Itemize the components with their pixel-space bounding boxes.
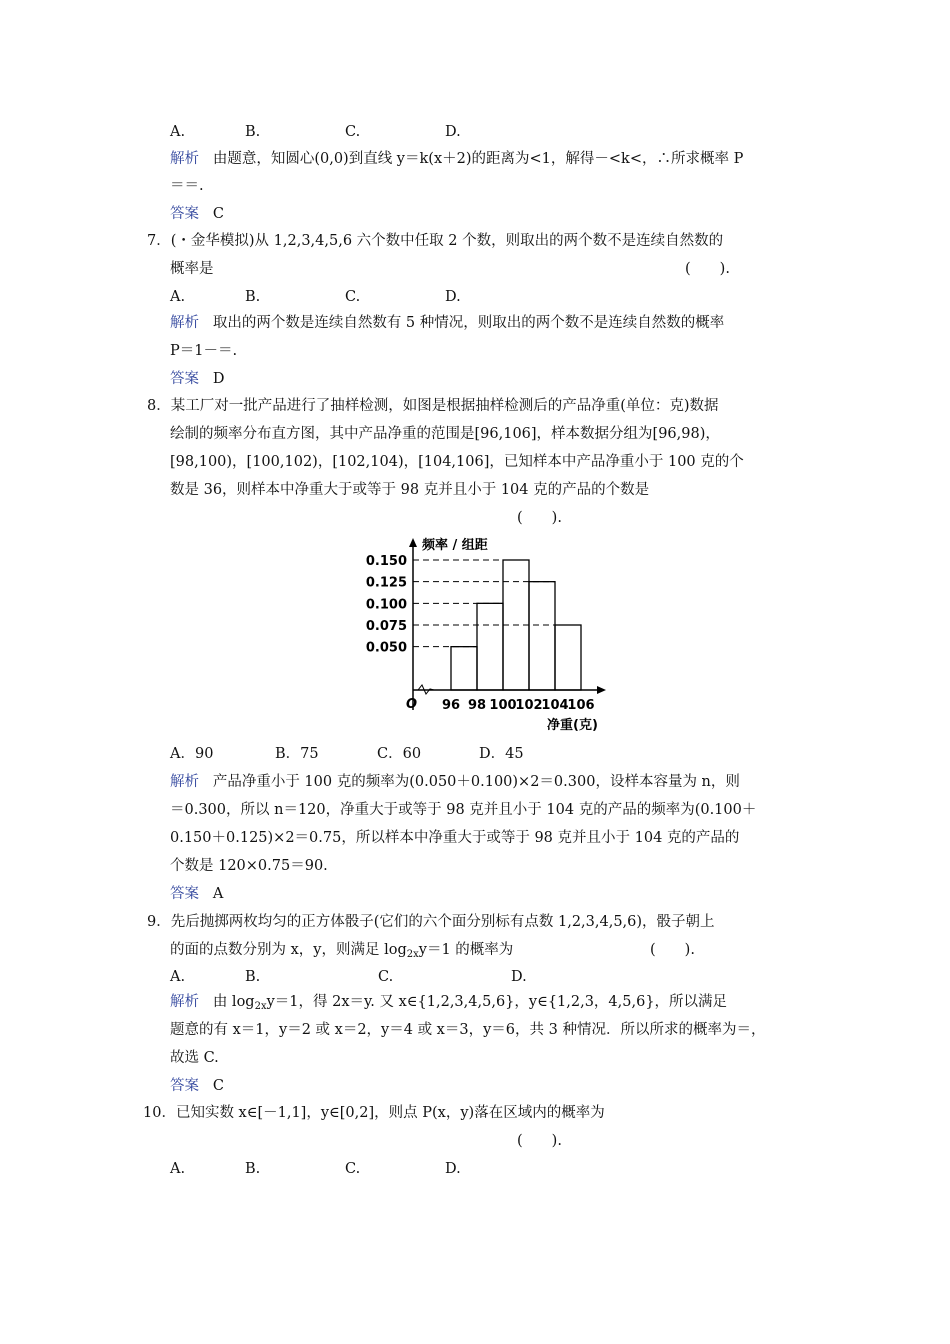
- q9-stem-2b: y＝1 的概率为: [418, 942, 514, 958]
- q8-jiexi-line-4: 个数是 120×0.75＝90.: [170, 858, 328, 874]
- q8-option-a: A．90: [170, 746, 214, 762]
- x-tick-label-5: 106: [567, 698, 595, 713]
- y-tick-labels: [366, 554, 407, 656]
- q8-jiexi-line-2: ＝0.300，所以 n＝120，净重大于或等于 98 克并且小于 104 克的产品的频率为(0.100＋: [170, 802, 757, 818]
- q10-stem-line-1: 10．已知实数 x∈[－1,1]，y∈[0,2]，则点 P(x，y)落在区域内的概率为: [143, 1105, 605, 1121]
- y-axis-arrow: [409, 538, 417, 547]
- bar-104-106: [555, 625, 581, 690]
- q8-answer: [170, 884, 223, 904]
- q6-option-c: C.: [345, 124, 361, 140]
- q9-answer: [170, 1076, 224, 1096]
- q9-stem-line-1: 9．先后抛掷两枚均匀的正方体骰子(它们的六个面分别标有点数 1,2,3,4,5,6)，骰子朝上: [147, 914, 715, 930]
- q9-jiexi-1-sub: 2x: [254, 1001, 267, 1012]
- x-tick-label-3: 102: [515, 698, 543, 713]
- y-axis-label: 频率 / 组距: [422, 538, 488, 553]
- q6-answer-label: 答案: [170, 206, 199, 222]
- q8-stem-line-3: [98,100)，[100,102)，[102,104)，[104,106]，已知样本中产品净重小于 100 克的个: [170, 454, 744, 470]
- q7-answer-value: D: [212, 371, 225, 387]
- q9-option-b: B.: [245, 969, 261, 985]
- q6-jiexi-text-1: 由题意，知圆心(0,0)到直线 y＝k(x＋2)的距离为<1，解得－<k<，∴所求概率 P: [212, 151, 744, 167]
- q8-answer-value: A: [212, 886, 224, 902]
- q9-paren: ( ).: [650, 942, 695, 958]
- q8-option-b: B．75: [275, 746, 319, 762]
- x-tick-label-1: 98: [467, 698, 487, 713]
- y-tick-label-1: 0.125: [365, 575, 407, 591]
- q8-jiexi-line-3: 0.150＋0.125)×2＝0.75，所以样本中净重大于或等于 98 克并且小于 104 克的产品的: [170, 830, 740, 846]
- q8-stem-line-4: 数是 36，则样本中净重大于或等于 98 克并且小于 104 克的产品的个数是: [170, 482, 650, 498]
- q8-stem-line-1: 8．某工厂对一批产品进行了抽样检测，如图是根据抽样检测后的产品净重(单位：克)数据: [147, 398, 719, 414]
- q7-jiexi-line-2: P＝1－＝.: [170, 343, 238, 359]
- q9-jiexi-line-1: [170, 992, 727, 1017]
- x-tick-label-2: 100: [489, 698, 517, 713]
- q7-option-c: C.: [345, 289, 361, 305]
- q10-paren: ( ).: [517, 1133, 562, 1149]
- q6-option-b: B.: [245, 124, 261, 140]
- q6-option-d: D.: [445, 124, 461, 140]
- q7-stem-line-2: 概率是: [170, 261, 214, 277]
- q7-jiexi-line-1: [170, 313, 724, 333]
- q8-answer-label: 答案: [170, 886, 199, 902]
- q8-jiexi-line-1: [170, 772, 740, 792]
- q7-paren: ( ).: [685, 261, 730, 277]
- y-tick-label-3: 0.075: [365, 619, 407, 634]
- q7-option-b: B.: [245, 289, 261, 305]
- q7-stem-line-1: 7．(・金华模拟)从 1,2,3,4,5,6 六个数中任取 2 个数，则取出的两个数不是连续自然数的: [147, 233, 724, 249]
- q9-jiexi-line-2: 题意的有 x＝1，y＝2 或 x＝2，y＝4 或 x＝3，y＝6，共 3 种情况．所以所求的概率为＝，: [170, 1022, 766, 1038]
- q7-jiexi-label: 解析: [170, 315, 199, 331]
- x-tick-label-4: 104: [541, 698, 569, 713]
- q7-answer-label: 答案: [170, 371, 199, 387]
- q7-answer: [170, 369, 224, 389]
- q9-option-c: C.: [378, 969, 394, 985]
- q10-option-b: B.: [245, 1161, 261, 1177]
- q9-jiexi-1a: 由 log: [212, 994, 255, 1010]
- q6-answer-value: C: [212, 206, 224, 222]
- q9-stem-2-sub: 2x: [406, 949, 419, 960]
- q9-stem-line-2: [170, 940, 513, 965]
- q6-answer: [170, 204, 224, 224]
- bar-98-100: [477, 603, 503, 690]
- q6-jiexi-line-2: ＝＝.: [170, 178, 204, 194]
- q6-jiexi-label: 解析: [170, 151, 199, 167]
- q9-option-d: D.: [511, 969, 527, 985]
- q8-option-d: D．45: [479, 746, 524, 762]
- x-axis-arrow: [597, 686, 606, 694]
- y-tick-label-2: 0.100: [365, 597, 407, 613]
- q6-option-a: A.: [170, 124, 186, 140]
- q8-jiexi-label: 解析: [170, 774, 199, 790]
- q9-option-a: A.: [170, 969, 186, 985]
- q10-option-c: C.: [345, 1161, 361, 1177]
- q8-jiexi-text-1: 产品净重小于 100 克的频率为(0.050＋0.100)×2＝0.300，设样本容量为 n，则: [212, 774, 740, 790]
- q8-option-c: C．60: [377, 746, 422, 762]
- q8-paren: ( ).: [517, 510, 562, 526]
- histogram-chart: [362, 530, 612, 735]
- q9-stem-2a: 的面的点数分别为 x，y，则满足 log: [170, 942, 407, 958]
- q9-jiexi-line-3: 故选 C.: [170, 1050, 219, 1066]
- x-tick-label-0: 96: [441, 698, 461, 713]
- q9-jiexi-label: 解析: [170, 994, 199, 1010]
- q9-answer-value: C: [212, 1078, 224, 1094]
- x-axis-label: 净重(克): [547, 718, 598, 733]
- q8-stem-line-2: 绘制的频率分布直方图，其中产品净重的范围是[96,106]，样本数据分组为[96,98)，: [170, 426, 720, 442]
- bar-96-98: [451, 647, 477, 690]
- q9-jiexi-1b: y＝1，得 2x＝y. 又 x∈{1,2,3,4,5,6}，y∈{1,2,3，4,5,6}，所以满足: [266, 994, 728, 1010]
- q10-option-a: A.: [170, 1161, 186, 1177]
- q7-option-a: A.: [170, 289, 186, 305]
- q6-jiexi-line-1: [170, 149, 743, 169]
- x-tick-labels: [442, 698, 595, 713]
- y-tick-label-4: 0.050: [365, 640, 407, 656]
- bar-102-104: [529, 582, 555, 690]
- q7-jiexi-text-1: 取出的两个数是连续自然数有 5 种情况，则取出的两个数不是连续自然数的概率: [212, 315, 725, 331]
- q9-answer-label: 答案: [170, 1078, 199, 1094]
- origin-label: O: [406, 697, 418, 712]
- q10-option-d: D.: [445, 1161, 461, 1177]
- q7-option-d: D.: [445, 289, 461, 305]
- y-tick-label-0: 0.150: [365, 554, 407, 569]
